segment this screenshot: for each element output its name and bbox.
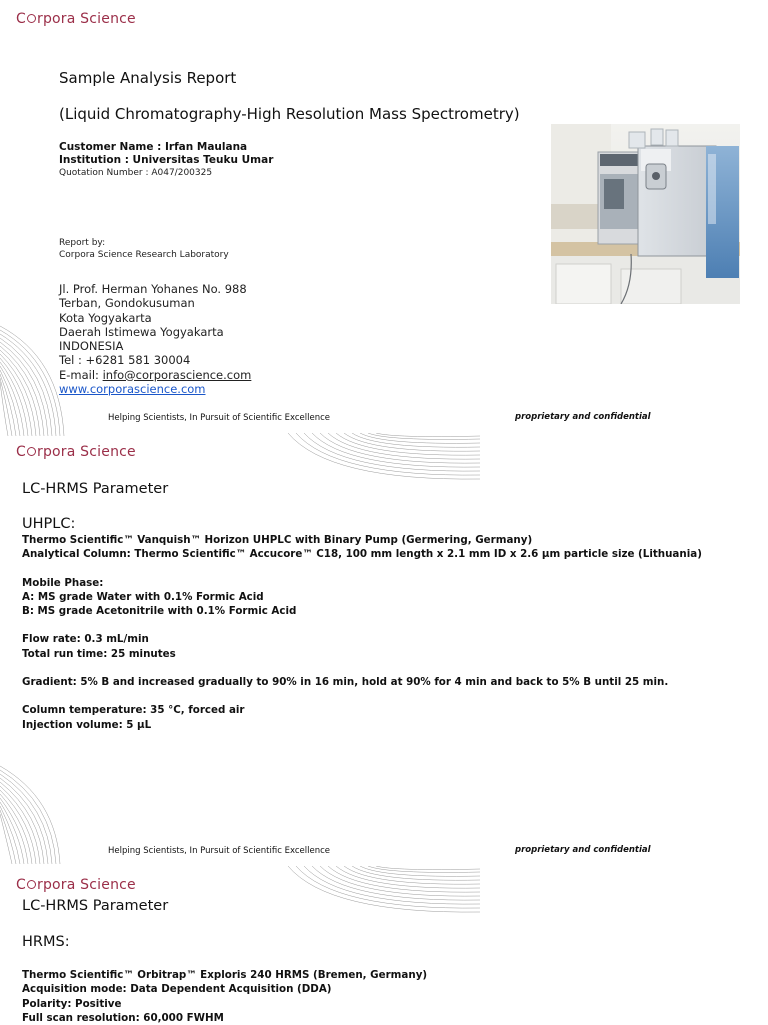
- report-by: Corpora Science Research Laboratory: [59, 250, 229, 260]
- parameter-line: B: MS grade Acetonitrile with 0.1% Formic Acid: [22, 605, 297, 618]
- email-row: [59, 368, 251, 382]
- spacer: [22, 562, 702, 576]
- address-block: [59, 282, 251, 396]
- parameter-line: Thermo Scientific™ Vanquish™ Horizon UHPLC with Binary Pump (Germering, Germany): [22, 534, 533, 546]
- brand-logo: [16, 444, 136, 460]
- logo-text-rest: rpora Science: [36, 444, 136, 460]
- decorative-arc-lines: [288, 866, 480, 916]
- subsection-heading: UHPLC:: [22, 516, 76, 532]
- logo-text-c: C: [16, 11, 26, 27]
- address-line: Terban, Gondokusuman: [59, 296, 195, 311]
- parameter-line: Gradient: 5% B and increased gradually to 90% in 16 min, hold at 90% for 4 min and back to 5% B until 25 min.: [22, 676, 669, 689]
- logo-ring-icon: [27, 880, 36, 889]
- address-line: Kota Yogyakarta: [59, 310, 152, 325]
- decorative-arc-lines: [0, 318, 72, 436]
- footer-tagline: Helping Scientists, In Pursuit of Scientific Excellence: [108, 846, 330, 856]
- report-title: Sample Analysis Report: [59, 69, 237, 87]
- hrms-parameter-list: [22, 968, 427, 1025]
- parameter-line: Polarity: Positive: [22, 997, 122, 1010]
- instrument-photo-icon: [551, 124, 740, 304]
- institution: Institution : Universitas Teuku Umar: [59, 154, 274, 166]
- quotation-number: Quotation Number : A047/200325: [59, 168, 213, 178]
- address-line: Daerah Istimewa Yogyakarta: [59, 324, 224, 339]
- brand-logo: [16, 877, 136, 893]
- logo-text-rest: rpora Science: [36, 877, 136, 893]
- spacer: [22, 661, 702, 675]
- parameter-line: Analytical Column: Thermo Scientific™ Accucore™ C18, 100 mm length x 2.1 mm ID x 2.6 µm particle size (Lithuania): [22, 548, 702, 561]
- section-heading: LC-HRMS Parameter: [22, 898, 169, 914]
- website-link[interactable]: www.corporascience.com: [59, 382, 206, 397]
- customer-name: Customer Name : Irfan Maulana: [59, 141, 248, 153]
- section-heading: LC-HRMS Parameter: [22, 481, 169, 497]
- spacer: [22, 689, 702, 703]
- report-subtitle: (Liquid Chromatography-High Resolution Mass Spectrometry): [59, 105, 520, 123]
- uhplc-parameter-list: [22, 533, 702, 732]
- parameter-line: A: MS grade Water with 0.1% Formic Acid: [22, 590, 264, 603]
- logo-text-c: C: [16, 877, 26, 893]
- parameter-line: Injection volume: 5 µL: [22, 718, 152, 731]
- logo-ring-icon: [27, 14, 36, 23]
- subsection-heading: HRMS:: [22, 934, 70, 950]
- footer-tagline: Helping Scientists, In Pursuit of Scientific Excellence: [108, 413, 330, 423]
- parameter-line: Acquisition mode: Data Dependent Acquisition (DDA): [22, 983, 332, 996]
- parameter-line: Thermo Scientific™ Orbitrap™ Exploris 240 HRMS (Bremen, Germany): [22, 969, 428, 981]
- brand-logo: [16, 11, 136, 27]
- parameter-line: Total run time: 25 minutes: [22, 647, 176, 660]
- parameter-line: Column temperature: 35 °C, forced air: [22, 704, 245, 717]
- logo-text-c: C: [16, 444, 26, 460]
- report-by-label: Report by:: [59, 238, 106, 248]
- spacer: [22, 618, 702, 632]
- email-label: E-mail:: [59, 367, 103, 382]
- lc-hrms-instrument-photo: [551, 124, 740, 304]
- parameter-line: Flow rate: 0.3 mL/min: [22, 633, 149, 646]
- footer-confidential: proprietary and confidential: [515, 412, 651, 422]
- parameter-line: Mobile Phase:: [22, 576, 104, 589]
- decorative-arc-lines: [0, 764, 66, 864]
- footer-confidential: proprietary and confidential: [515, 845, 651, 855]
- decorative-arc-lines: [288, 433, 480, 483]
- logo-text-rest: rpora Science: [36, 11, 136, 27]
- parameter-line: Full scan resolution: 60,000 FWHM: [22, 1011, 224, 1024]
- email-link[interactable]: info@corporascience.com: [102, 367, 252, 382]
- telephone: Tel : +6281 581 30004: [59, 353, 191, 368]
- address-line: Jl. Prof. Herman Yohanes No. 988: [59, 282, 247, 296]
- address-country: INDONESIA: [59, 339, 124, 354]
- logo-ring-icon: [27, 447, 36, 456]
